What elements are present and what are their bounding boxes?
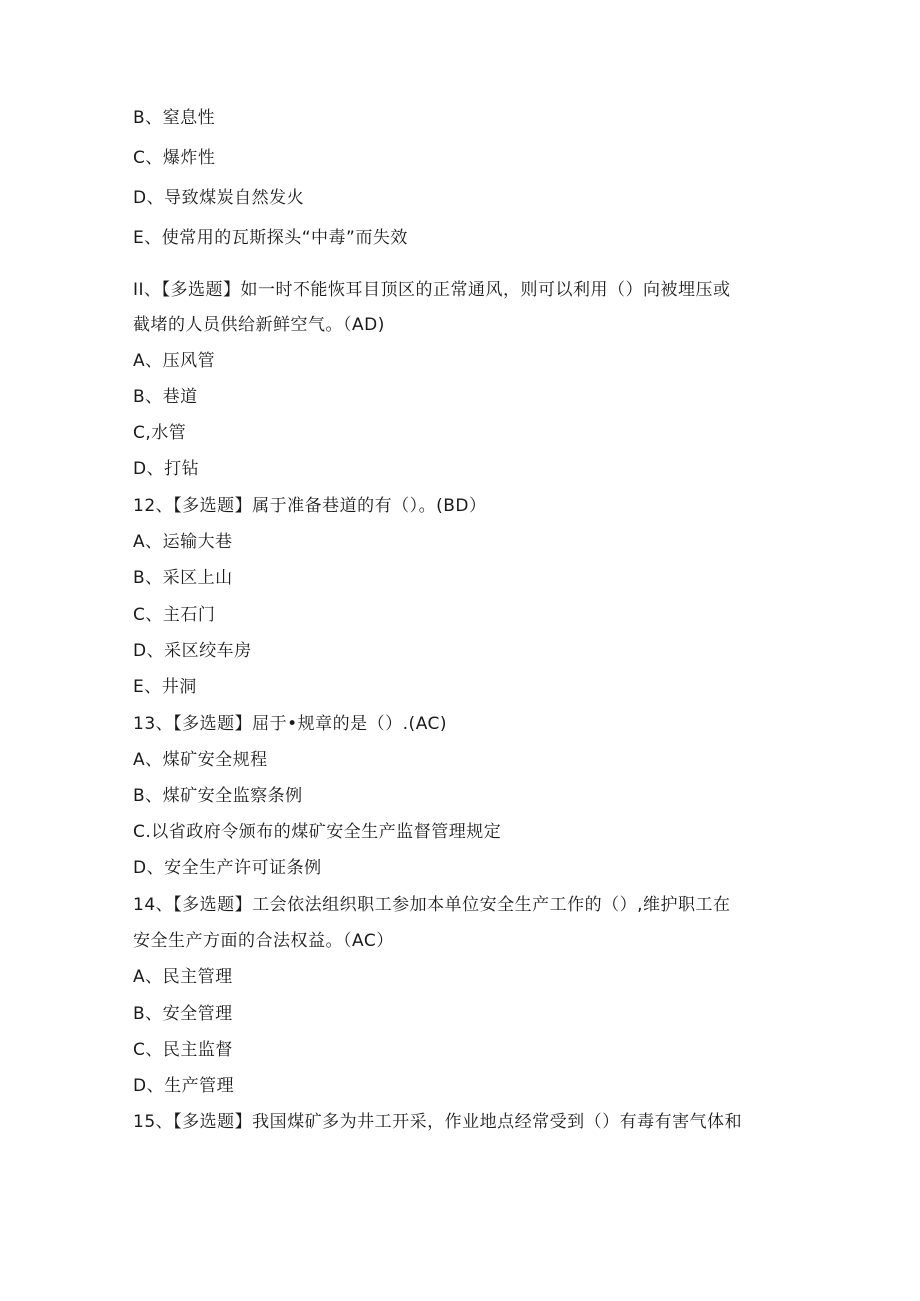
- q13-option-a: A、煤矿安全规程: [133, 750, 268, 770]
- q12-option-d: D、采区绞车房: [133, 641, 252, 661]
- q12-option-b: B、采区上山: [133, 568, 233, 588]
- q11-option-b: B、巷道: [133, 387, 198, 407]
- option-c-explosive: C、爆炸性: [133, 148, 216, 168]
- q12-option-a: A、运输大巷: [133, 532, 233, 552]
- q14-option-c: C、民主监督: [133, 1040, 233, 1060]
- q13-option-b: B、煤矿安全监察条例: [133, 786, 303, 806]
- q11-option-a: A、压风管: [133, 351, 216, 371]
- question-14-line-2: 安全生产方面的合法权益。（AC）: [133, 931, 394, 951]
- q14-option-b: B、安全管理: [133, 1004, 233, 1024]
- question-12: 12、【多选题】属于准备巷道的有（）。(BD）: [133, 496, 487, 516]
- option-e-sensor-poisoning: E、使常用的瓦斯探头“中毒”而失效: [133, 228, 408, 248]
- q13-option-d: D、安全生产许可证条例: [133, 858, 322, 878]
- question-11-line-2: 截堵的人员供给新鲜空气。（AD): [133, 315, 385, 335]
- q12-option-e: E、井洞: [133, 677, 197, 697]
- question-15-line-1: 15、【多选题】我国煤矿多为井工开采，作业地点经常受到（）有毒有害气体和: [133, 1112, 743, 1132]
- option-b-suffocation: B、窒息性: [133, 108, 216, 128]
- q11-option-d: D、打钻: [133, 459, 200, 479]
- q11-option-c: C,水管: [133, 423, 187, 443]
- question-11-line-1: II、【多选题】如一时不能恢耳目顶区的正常通风，则可以利用（）向被埋压或: [133, 280, 731, 300]
- option-d-coal-fire: D、导致煤炭自然发火: [133, 188, 305, 208]
- q13-option-c: C.以省政府令颁布的煤矿安全生产监督管理规定: [133, 822, 502, 842]
- q12-option-c: C、主石门: [133, 605, 216, 625]
- q14-option-d: D、生产管理: [133, 1076, 235, 1096]
- question-13: 13、【多选题】屈于•规章的是（）.(AC): [133, 714, 448, 734]
- q14-option-a: A、民主管理: [133, 967, 233, 987]
- question-14-line-1: 14、【多选题】工会依法组织职工参加本单位安全生产工作的（）,维护职工在: [133, 895, 731, 915]
